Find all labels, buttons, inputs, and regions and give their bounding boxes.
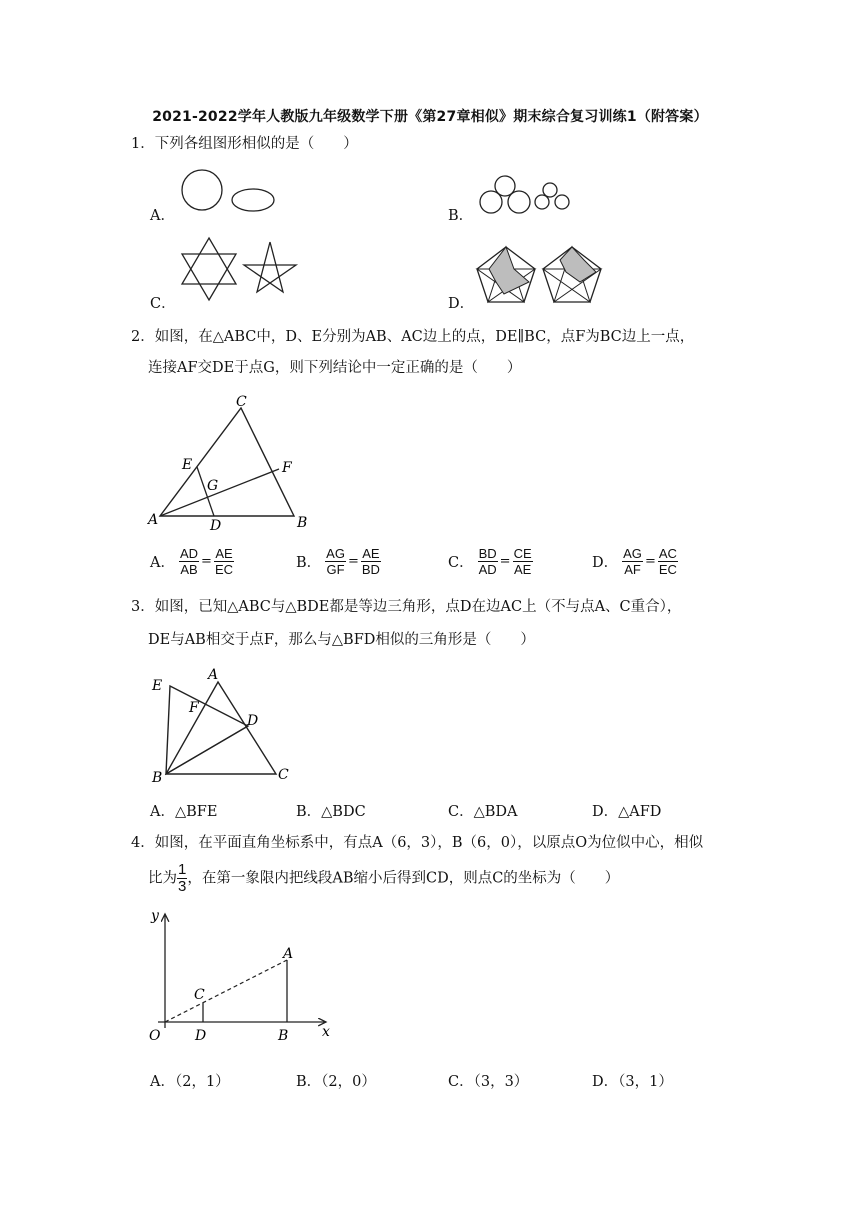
point-label-d: D [247, 713, 259, 729]
point-label-e: E [182, 457, 193, 473]
q4-option-b: B．（2，0） [296, 1074, 376, 1090]
axis-label-x: x [322, 1024, 330, 1040]
point-label-b: B [278, 1028, 289, 1044]
q3-line2: DE与AB相交于点F，那么与△BFD相似的三角形是（ ） [148, 632, 535, 648]
q3-option-d: D．△AFD [592, 804, 662, 820]
q3-line1: 3．如图，已知△ABC与△BDE都是等边三角形，点D在边AC上（不与点A、C重合）， [131, 599, 682, 615]
point-label-d: D [195, 1028, 207, 1044]
q2-line1: 2．如图，在△ABC中，D、E分别为AB、AC边上的点，DE∥BC，点F为BC边上一点， [131, 329, 695, 345]
q2-option-a-label: A． [150, 555, 175, 571]
point-label-c: C [236, 394, 247, 410]
q3-option-a: A．△BFE [150, 804, 218, 820]
point-label-a: A [283, 946, 294, 962]
point-label-g: G [207, 478, 219, 494]
point-label-a: A [148, 512, 159, 528]
dashed-line-oa [165, 960, 287, 1022]
axis-label-y: y [151, 908, 159, 924]
triangle-abc [166, 682, 276, 774]
triangle-abc [160, 408, 294, 516]
q1-stem: 1．下列各组图形相似的是（ ） [131, 136, 358, 152]
triangle-bde [166, 686, 248, 774]
q1-figure-c [172, 234, 302, 304]
point-label-e: E [152, 678, 163, 694]
q2-option-b-label: B． [296, 555, 322, 571]
q1-option-b-label: B． [448, 208, 474, 224]
q4-option-c: C．（3，3） [448, 1074, 529, 1090]
q4-line2-suffix: ，在第一象限内把线段AB缩小后得到CD，则点C的坐标为（ ） [187, 870, 620, 887]
q4-line2 [148, 862, 619, 895]
pentagram-shape [244, 242, 296, 292]
point-label-a: A [208, 667, 219, 683]
q3-option-c: C．△BDA [448, 804, 518, 820]
q2-option-d-label: D． [592, 555, 619, 571]
q4-line2-prefix: 比为 [148, 870, 177, 887]
q2-option-c: C． $\frac{BD}{AD}$ = $\frac{CE}{AE}$ [448, 546, 532, 577]
q4-ratio-fraction: $\frac{1}{3}$ [178, 861, 187, 895]
point-label-f: F [282, 460, 292, 476]
q1-option-c-label: C． [150, 296, 176, 312]
hexagram-up-triangle [182, 238, 236, 284]
q4-option-d: D．（3，1） [592, 1074, 673, 1090]
q2-figure [144, 390, 319, 534]
q2-option-b: B． $\frac{AG}{GF}$ = $\frac{AE}{BD}$ [296, 546, 380, 577]
q3-option-b: B．△BDC [296, 804, 366, 820]
q2-option-a: A． $\frac{AD}{AB}$ = $\frac{AE}{EC}$ [150, 546, 234, 577]
q1-figure-a [172, 164, 282, 218]
q2-line2: 连接AF交DE于点G，则下列结论中一定正确的是（ ） [148, 360, 522, 376]
q3-figure [146, 664, 296, 786]
q1-figure-b [474, 172, 578, 220]
q1-option-a-label: A． [150, 208, 175, 224]
point-label-d: D [210, 518, 222, 534]
ellipse-shape [232, 189, 274, 211]
q2-option-c-label: C． [448, 555, 474, 571]
q1-option-d-label: D． [448, 296, 475, 312]
point-label-b: B [297, 515, 308, 531]
point-label-c: C [194, 987, 205, 1003]
point-label-o: O [149, 1028, 161, 1044]
point-label-c: C [278, 767, 289, 783]
q1-figure-d [474, 242, 610, 306]
point-label-b: B [152, 770, 163, 786]
q4-option-a: A．（2，1） [150, 1074, 230, 1090]
point-label-f: F [189, 700, 199, 716]
large-circle-shape [182, 170, 222, 210]
q4-coordinate-figure [146, 906, 336, 1046]
page-title: 2021-2022学年人教版九年级数学下册《第27章相似》期末综合复习训练1（附答案） [152, 109, 708, 125]
hexagram-down-triangle [182, 254, 236, 300]
q2-option-d: D． $\frac{AG}{AF}$ = $\frac{AC}{EC}$ [592, 546, 677, 577]
q4-line1: 4．如图，在平面直角坐标系中，有点A（6，3），B（6，0），以原点O为位似中心，相似 [131, 835, 704, 851]
